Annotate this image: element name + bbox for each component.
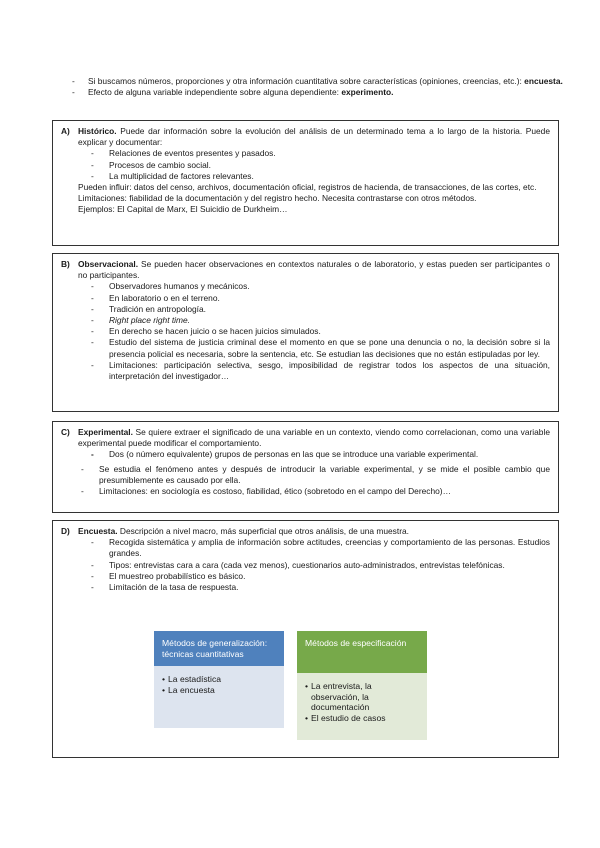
card-item: • La estadística <box>162 674 222 684</box>
list-item: - Recogida sistemática y amplia de información sobre actitudes, creencias y comportamiento de las personas. Estudios grandes. <box>91 537 550 559</box>
list-item: - Tradición en antropología. <box>91 303 206 314</box>
item-list <box>91 449 550 460</box>
list-item: - Limitación de la tasa de respuesta. <box>91 582 239 593</box>
section-observacional <box>52 253 559 412</box>
card-body <box>297 673 427 740</box>
list-item: - Limitaciones: participación selectiva, sesgo, imposibilidad de registrar todos los aspectos de una situación, interpretación del investigador… <box>91 359 550 382</box>
list-item: - El muestreo probabilístico es básico. <box>91 570 246 581</box>
paragraph: Ejemplos: El Capital de Marx, El Suicidio de Durkheim… <box>78 204 288 215</box>
list-item: - Observadores humanos y mecánicos. <box>91 281 250 292</box>
item-list <box>91 537 550 593</box>
paragraph: Pueden influir: datos del censo, archivos, documentación oficial, registros de hacienda, de transacciones, de las cortes, etc. <box>78 182 537 193</box>
card-item: • La entrevista, la observación, la documentación <box>305 681 372 712</box>
list-item: - En derecho se hacen juicio o se hacen juicios simulados. <box>91 326 321 337</box>
item-list <box>91 148 550 182</box>
section-heading: C) Experimental. Se quiere extraer el significado de una variable en un contexto, viendo como correlacionan, como una variable experimental puede modificar el comportamiento. <box>61 427 550 449</box>
intro-list <box>72 76 566 98</box>
list-item: - En laboratorio o en el terreno. <box>91 292 220 303</box>
dash: - <box>72 76 75 86</box>
item-list <box>81 464 550 498</box>
card-title: Métodos de generalización: técnicas cuantitativas <box>154 631 284 666</box>
card-especificacion <box>297 631 427 740</box>
list-item: - Estudio del sistema de justicia criminal dese el momento en que se pone una denuncia o no, la decisión sobre si la presencia policial es necesaria, sobre la sentencia, etc. Se estudian las decisiones que no están estipuladas por ley. <box>91 337 550 359</box>
card-generalizacion <box>154 631 284 740</box>
section-experimental <box>52 421 559 513</box>
card-item: • El estudio de casos <box>305 712 386 723</box>
list-item: - Limitaciones: en sociología es costoso, fiabilidad, ético (sobretodo en el campo del Derecho)… <box>81 486 451 497</box>
paragraph: Limitaciones: fiabilidad de la documentación y del registro hecho. Necesita contrastarse con otros métodos. <box>78 193 477 204</box>
section-historico <box>52 120 559 246</box>
card-item: • La encuesta <box>162 684 215 695</box>
intro-item: - Efecto de alguna variable independiente sobre alguna dependiente: experimento. <box>72 87 394 98</box>
section-heading: D) Encuesta. Descripción a nivel macro, más superficial que otros análisis, de una muestra. <box>61 526 409 536</box>
card-title: Métodos de especificación <box>297 631 427 673</box>
list-item: - Dos (o número equivalente) grupos de personas en las que se introduce una variable experimental. <box>91 449 479 460</box>
item-list <box>91 281 550 382</box>
dash: - <box>72 87 75 98</box>
list-item: - Right place right time. <box>91 315 190 326</box>
card-body <box>154 666 284 728</box>
list-item: - Procesos de cambio social. <box>91 159 211 170</box>
section-heading: A) Histórico. Puede dar información sobre la evolución del análisis de un determinado tema a lo largo de la historia. Puede explicar y documentar: <box>61 126 550 148</box>
list-item: - Relaciones de eventos presentes y pasados. <box>91 148 276 159</box>
section-heading: B) Observacional. Se pueden hacer observaciones en contextos naturales o de laboratorio, y estas pueden ser participantes o no participantes. <box>61 259 550 281</box>
list-item: - La multiplicidad de factores relevantes. <box>91 170 254 181</box>
list-item: - Tipos: entrevistas cara a cara (cada vez menos), cuestionarios auto-administrados, entrevistas telefónicas. <box>91 559 505 570</box>
intro-item: - Si buscamos números, proporciones y otra información cuantitativa sobre características (opiniones, creencias, etc.): encuesta. <box>72 76 563 86</box>
list-item: - Se estudia el fenómeno antes y después de introducir la variable experimental, y se mide el posible cambio que presumiblemente es causado por ella. <box>81 463 550 485</box>
